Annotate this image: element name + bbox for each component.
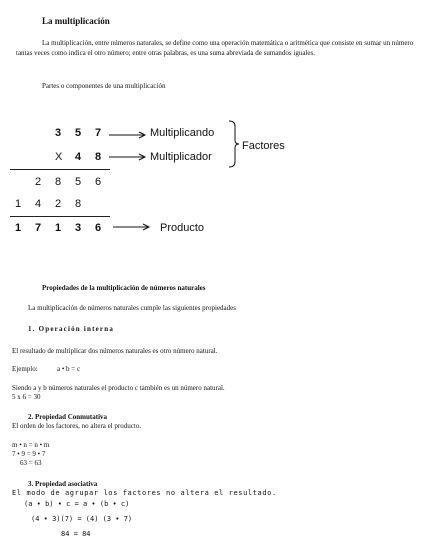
prop1-example-formula: a • b = c	[57, 365, 81, 373]
prop3-line1: (a • b) • c = a • (b • c)	[24, 500, 130, 508]
prop1-heading: 1. Operación interna	[28, 325, 115, 333]
multiplier-digit: 8	[95, 151, 102, 163]
prop2-text: El orden de los factores, no altera el producto.	[12, 422, 142, 430]
prop3-line3: 84 = 84	[61, 530, 91, 538]
prop2-heading: 2. Propiedad Conmutativa	[28, 413, 108, 421]
prop3-text: El modo de agrupar los factores no altera el resultado.	[12, 489, 277, 497]
separator-line	[10, 216, 110, 217]
product-digit: 3	[75, 222, 82, 234]
prop1-example-label: Ejemplo:	[12, 365, 38, 373]
multiplicand-digit: 7	[95, 127, 102, 139]
separator-line	[10, 169, 110, 170]
partial-product-digit: 2	[35, 176, 42, 188]
intro-paragraph: La multiplicación, entre números naturales, se define como una operación matemática o aritmética que consiste en sumar un número tantas veces como indica el otro número; entre otras palabras, es una suma abreviada de sumandos iguales.	[16, 39, 414, 57]
properties-heading: Propiedades de la multiplicación de números naturales	[42, 284, 206, 292]
prop1-text2: Siendo a y b números naturales el producto c también es un número natural.	[12, 384, 225, 392]
times-sign: X	[55, 151, 63, 163]
partial-product-digit: 6	[95, 176, 102, 188]
multiplier-digit: 4	[75, 151, 82, 163]
arrow-right-icon	[112, 220, 152, 234]
product-digit: 7	[35, 222, 42, 234]
partial-product-digit: 4	[35, 198, 42, 210]
prop3-heading: 3. Propiedad asociativa	[28, 480, 98, 488]
label-multiplicando: Multiplicando	[150, 127, 215, 139]
page-title: La multiplicación	[42, 16, 110, 26]
multiplicand-digit: 5	[75, 127, 82, 139]
partial-product-digit: 8	[55, 176, 62, 188]
properties-intro: La multiplicación de números naturales cumple las siguientes propiedades	[28, 304, 236, 312]
partial-product-digit: 5	[75, 176, 82, 188]
right-brace-icon	[227, 120, 241, 168]
arrow-right-icon	[108, 128, 148, 142]
partial-product-digit: 2	[55, 198, 62, 210]
prop2-line3: 63 = 63	[20, 459, 42, 467]
prop2-line2: 7 • 9 = 9 • 7	[12, 450, 46, 458]
prop2-line1: m • n = n • m	[12, 441, 50, 449]
prop1-example2: 5 x 6 = 30	[12, 393, 41, 401]
product-digit: 1	[15, 222, 22, 234]
product-digit: 1	[55, 222, 62, 234]
partial-product-digit: 8	[75, 198, 82, 210]
label-multiplicador: Multiplicador	[150, 151, 212, 163]
arrow-right-icon	[108, 150, 148, 164]
product-digit: 6	[95, 222, 102, 234]
prop1-text: El resultado de multiplicar dos números naturales es otro número natural.	[12, 347, 218, 355]
parts-heading: Partes o componentes de una multiplicación	[42, 82, 166, 90]
multiplicand-digit: 3	[55, 127, 62, 139]
label-factores: Factores	[242, 140, 285, 152]
label-producto: Producto	[160, 222, 205, 234]
partial-product-digit: 1	[15, 198, 22, 210]
prop3-line2: (4 • 3)(7) = (4) (3 • 7)	[31, 515, 133, 523]
